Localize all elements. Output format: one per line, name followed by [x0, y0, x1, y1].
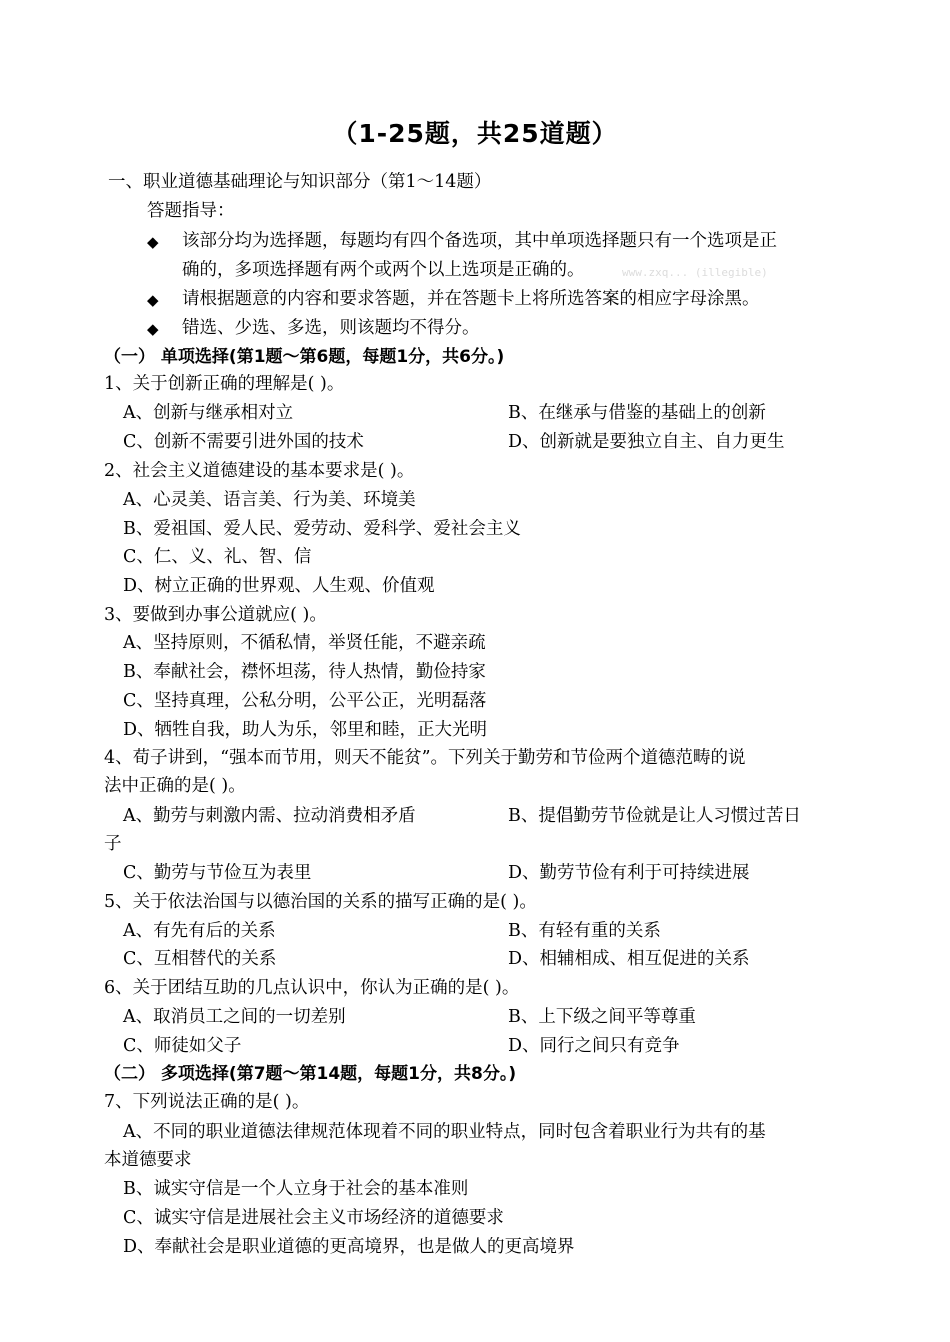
q5-option-b: B、有轻有重的关系 [508, 921, 661, 941]
q6-option-d: D、同行之间只有竞争 [508, 1036, 680, 1056]
q4-option-b-cont: 子 [104, 834, 122, 854]
q2-option-c: C、仁、义、礼、智、信 [123, 547, 312, 567]
question-2-stem: 2、社会主义道德建设的基本要求是( )。 [104, 461, 415, 481]
q3-option-a: A、坚持原则，不循私情，举贤任能，不避亲疏 [123, 633, 486, 653]
q2-option-d: D、树立正确的世界观、人生观、价值观 [123, 576, 435, 596]
guide-bullet-3: 错选、少选、多选，则该题均不得分。 [182, 318, 480, 338]
q7-option-a: A、不同的职业道德法律规范体现着不同的职业特点，同时包含着职业行为共有的基 [123, 1122, 766, 1142]
guide-bullet-1: 该部分均为选择题，每题均有四个备选项，其中单项选择题只有一个选项是正 [182, 231, 777, 251]
bullet-diamond-icon: ◆ [147, 291, 159, 309]
q1-option-a: A、创新与继承相对立 [123, 403, 294, 423]
guide-bullet-2: 请根据题意的内容和要求答题，并在答题卡上将所选答案的相应字母涂黑。 [182, 289, 760, 309]
q4-option-a: A、勤劳与刺激内需、拉动消费相矛盾 [123, 806, 416, 826]
q3-option-b: B、奉献社会，襟怀坦荡，待人热情，勤俭持家 [123, 662, 486, 682]
part1-heading: （一） 单项选择(第1题～第6题，每题1分，共6分。) [104, 347, 505, 367]
q7-option-a-cont: 本道德要求 [104, 1150, 192, 1170]
bullet-diamond-icon: ◆ [147, 233, 159, 251]
q3-option-d: D、牺牲自我，助人为乐，邻里和睦，正大光明 [123, 720, 488, 740]
q4-option-d: D、勤劳节俭有利于可持续进展 [508, 863, 750, 883]
section-heading: 一、职业道德基础理论与知识部分（第1～14题） [108, 172, 492, 192]
q1-option-d: D、创新就是要独立自主、自力更生 [508, 432, 785, 452]
q7-option-b: B、诚实守信是一个人立身于社会的基本准则 [123, 1179, 469, 1199]
bullet-diamond-icon: ◆ [147, 320, 159, 338]
q1-option-c: C、创新不需要引进外国的技术 [123, 432, 364, 452]
page-title: （1-25题，共25道题） [332, 119, 618, 148]
q6-option-b: B、上下级之间平等尊重 [508, 1007, 696, 1027]
q2-option-a: A、心灵美、语言美、行为美、环境美 [123, 490, 416, 510]
q4-option-b: B、提倡勤劳节俭就是让人习惯过苦日 [508, 806, 801, 826]
part2-heading: （二） 多项选择(第7题～第14题，每题1分，共8分。) [104, 1064, 517, 1084]
question-4-stem: 4、荀子讲到，“强本而节用，则天不能贫”。下列关于勤劳和节俭两个道德范畴的说 [104, 748, 746, 768]
question-5-stem: 5、关于依法治国与以德治国的关系的描写正确的是( )。 [104, 892, 537, 912]
q6-option-a: A、取消员工之间的一切差别 [123, 1007, 346, 1027]
q5-option-d: D、相辅相成、相互促进的关系 [508, 949, 750, 969]
question-1-stem: 1、关于创新正确的理解是( )。 [104, 374, 345, 394]
question-3-stem: 3、要做到办事公道就应( )。 [104, 605, 327, 625]
question-6-stem: 6、关于团结互助的几点认识中，你认为正确的是( )。 [104, 978, 520, 998]
question-7-stem: 7、下列说法正确的是( )。 [104, 1092, 310, 1112]
q7-option-d: D、奉献社会是职业道德的更高境界，也是做人的更高境界 [123, 1237, 575, 1257]
q3-option-c: C、坚持真理，公私分明，公平公正，光明磊落 [123, 691, 487, 711]
question-4-stem-cont: 法中正确的是( )。 [104, 776, 246, 796]
q5-option-c: C、互相替代的关系 [123, 949, 277, 969]
q1-option-b: B、在继承与借鉴的基础上的创新 [508, 403, 766, 423]
q2-option-b: B、爱祖国、爱人民、爱劳动、爱科学、爱社会主义 [123, 519, 521, 539]
watermark: www.zxq... (illegible) [622, 266, 768, 279]
q4-option-c: C、勤劳与节俭互为表里 [123, 863, 312, 883]
q7-option-c: C、诚实守信是进展社会主义市场经济的道德要求 [123, 1208, 504, 1228]
q5-option-a: A、有先有后的关系 [123, 921, 276, 941]
guide-label: 答题指导： [147, 201, 235, 221]
q6-option-c: C、师徒如父子 [123, 1036, 242, 1056]
guide-bullet-1-cont: 确的，多项选择题有两个或两个以上选项是正确的。 [182, 260, 585, 280]
